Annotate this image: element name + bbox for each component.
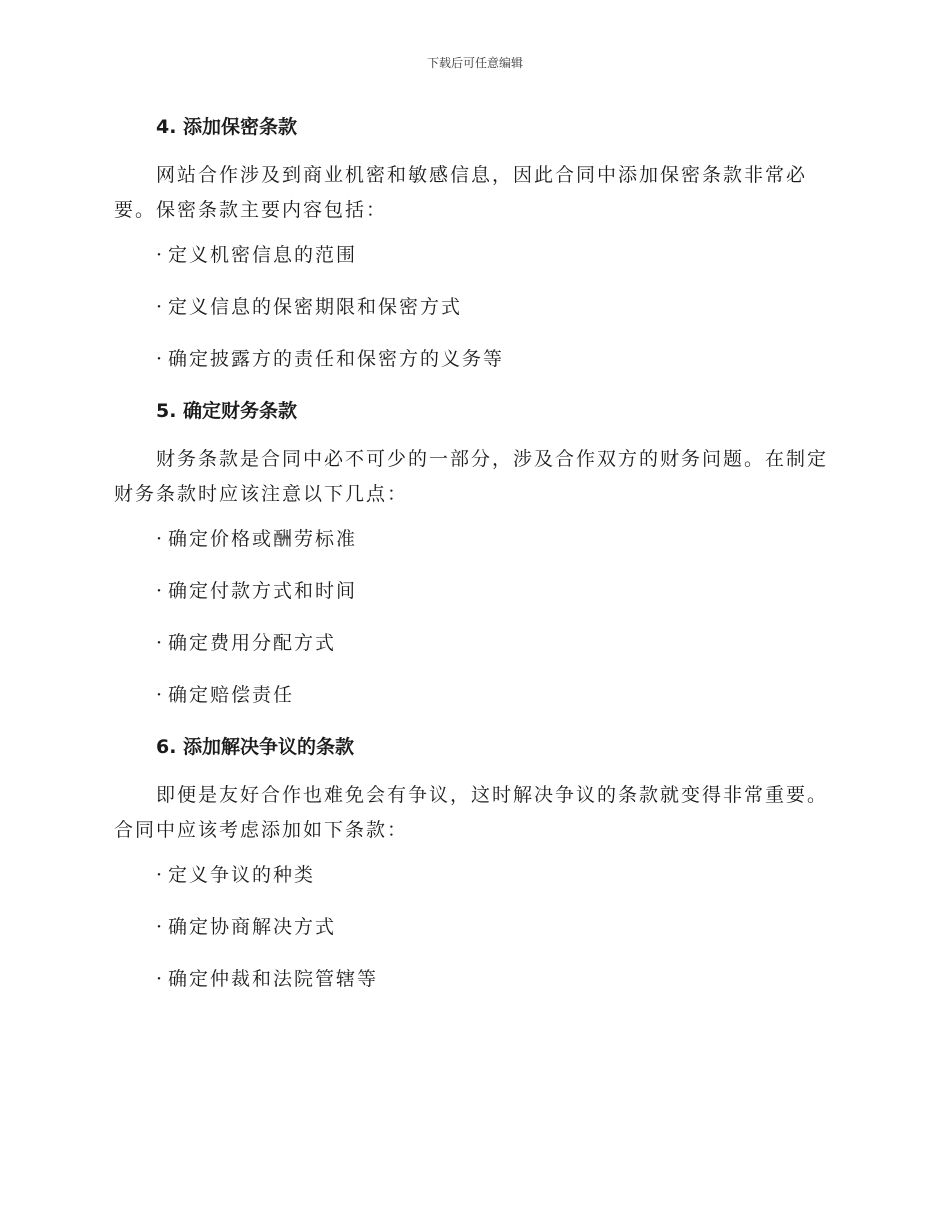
section-confidentiality [114,112,834,374]
section-heading: 5. 确定财务条款 [156,400,298,422]
bullet-icon: · [156,296,165,318]
bullet-icon: · [156,244,165,266]
document-body [114,112,834,1016]
section-paragraph: 即便是友好合作也难免会有争议，这时解决争议的条款就变得非常重要。合同中应该考虑添加如下条款： [114,784,829,841]
section-paragraph: 财务条款是合同中必不可少的一部分，涉及合作双方的财务问题。在制定财务条款时应该注意以下几点： [114,448,829,505]
list-item [114,576,834,606]
list-item [114,628,834,658]
section-heading: 6. 添加解决争议的条款 [156,736,355,758]
section-financial [114,396,834,710]
list-item-text: 确定披露方的责任和保密方的义务等 [168,348,505,370]
list-item [114,964,834,994]
bullet-icon: · [156,528,165,550]
section-disputes [114,732,834,994]
list-item [114,524,834,554]
bullet-icon: · [156,916,165,938]
list-item-text: 确定协商解决方式 [168,916,337,938]
list-item-text: 确定费用分配方式 [168,632,337,654]
bullet-icon: · [156,580,165,602]
bullet-icon: · [156,632,165,654]
section-heading: 4. 添加保密条款 [156,116,298,138]
list-item-text: 定义信息的保密期限和保密方式 [168,296,463,318]
list-item [114,240,834,270]
list-item [114,912,834,942]
list-item-text: 确定仲裁和法院管辖等 [168,968,379,990]
list-item-text: 确定价格或酬劳标准 [168,528,358,550]
list-item-text: 确定赔偿责任 [168,684,295,706]
list-item [114,344,834,374]
list-item [114,860,834,890]
bullet-icon: · [156,348,165,370]
list-item [114,680,834,710]
list-item-text: 定义机密信息的范围 [168,244,358,266]
section-paragraph: 网站合作涉及到商业机密和敏感信息，因此合同中添加保密条款非常必要。保密条款主要内容包括： [114,164,808,221]
header-note: 下载后可任意编辑 [426,56,523,70]
list-item-text: 定义争议的种类 [168,864,316,886]
bullet-icon: · [156,684,165,706]
bullet-icon: · [156,968,165,990]
list-item [114,292,834,322]
list-item-text: 确定付款方式和时间 [168,580,358,602]
bullet-icon: · [156,864,165,886]
